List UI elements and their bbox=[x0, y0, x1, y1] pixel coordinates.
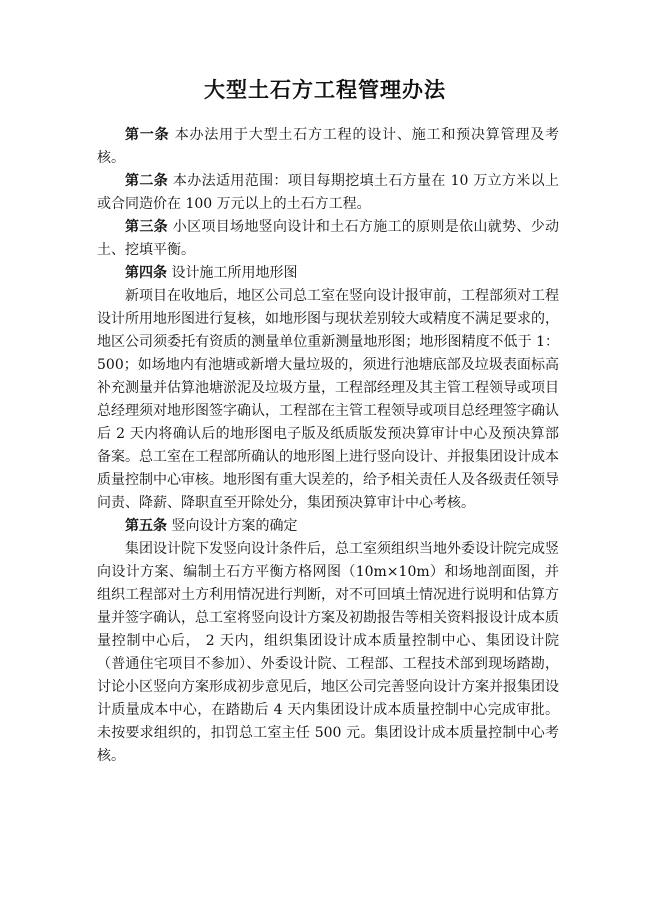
article-label: 第四条 bbox=[125, 265, 167, 281]
article-3 bbox=[97, 216, 559, 262]
article-text: 竖向设计方案的确定 bbox=[171, 518, 298, 534]
article-text: 新项目在收地后，地区公司总工室在竖向设计报审前，工程部须对工程设计所用地形图进行复核，如地形图与现状差别较大或精度不满足要求的，地区公司须委托有资质的测量单位重新测量地形图；地形图精度不低于 1：500；如场地内有池塘或新增大量垃圾的，须进行池塘底部及垃圾表面标高补充测量并估算池塘淤泥及垃圾方量，工程部经理及其主管工程领导或项目总经理须对地形图签字确认，工程部在主管工程领导或项目总经理签字确认后 2 天内将确认后的地形图电子版及纸质版发预决算审计中心及预决算部备案。总工室在工程部所确认的地形图上进行竖向设计、并报集团设计成本质量控制中心审核。地形图有重大误差的，给予相关责任人及各级责任领导问责、降薪、降职直至开除处分，集团预决算审计中心考核。 bbox=[97, 288, 559, 511]
article-label: 第一条 bbox=[125, 127, 170, 143]
article-5-body bbox=[97, 538, 559, 768]
article-text: 小区项目场地竖向设计和土石方施工的原则是依山就势、少动土、挖填平衡。 bbox=[97, 219, 560, 258]
document-title: 大型土石方工程管理办法 bbox=[204, 78, 446, 102]
article-label: 第五条 bbox=[125, 518, 167, 534]
article-2 bbox=[97, 170, 559, 216]
article-5-heading bbox=[97, 515, 559, 538]
article-1 bbox=[97, 124, 559, 170]
article-text: 本办法适用范围：项目每期挖填土石方量在 10 万立方米以上或合同造价在 100 万元以上的土石方工程。 bbox=[97, 173, 560, 212]
article-4-body bbox=[97, 285, 559, 515]
article-label: 第二条 bbox=[125, 173, 169, 189]
document-body bbox=[97, 124, 559, 768]
article-4-heading bbox=[97, 262, 559, 285]
article-text: 设计施工所用地形图 bbox=[171, 265, 298, 281]
article-text: 本办法用于大型土石方工程的设计、施工和预决算管理及考核。 bbox=[97, 127, 560, 166]
article-label: 第三条 bbox=[125, 219, 168, 235]
article-text: 集团设计院下发竖向设计条件后，总工室须组织当地外委设计院完成竖向设计方案、编制土石方平衡方格网图（10m×10m）和场地剖面图，并组织工程部对土方利用情况进行判断，对不可回填土情况进行说明和估算方量并签字确认，总工室将竖向设计方案及初勘报告等相关资料报设计成本质量控制中心后， 2 天内，组织集团设计成本质量控制中心、集团设计院（普通住宅项目不参加）、外委设计院、工程部、工程技术部到现场踏勘，讨论小区竖向方案形成初步意见后，地区公司完善竖向设计方案并报集团设计质量成本中心，在踏勘后 4 天内集团设计成本质量控制中心完成审批。未按要求组织的，扣罚总工室主任 500 元。集团设计成本质量控制中心考核。 bbox=[97, 541, 559, 764]
